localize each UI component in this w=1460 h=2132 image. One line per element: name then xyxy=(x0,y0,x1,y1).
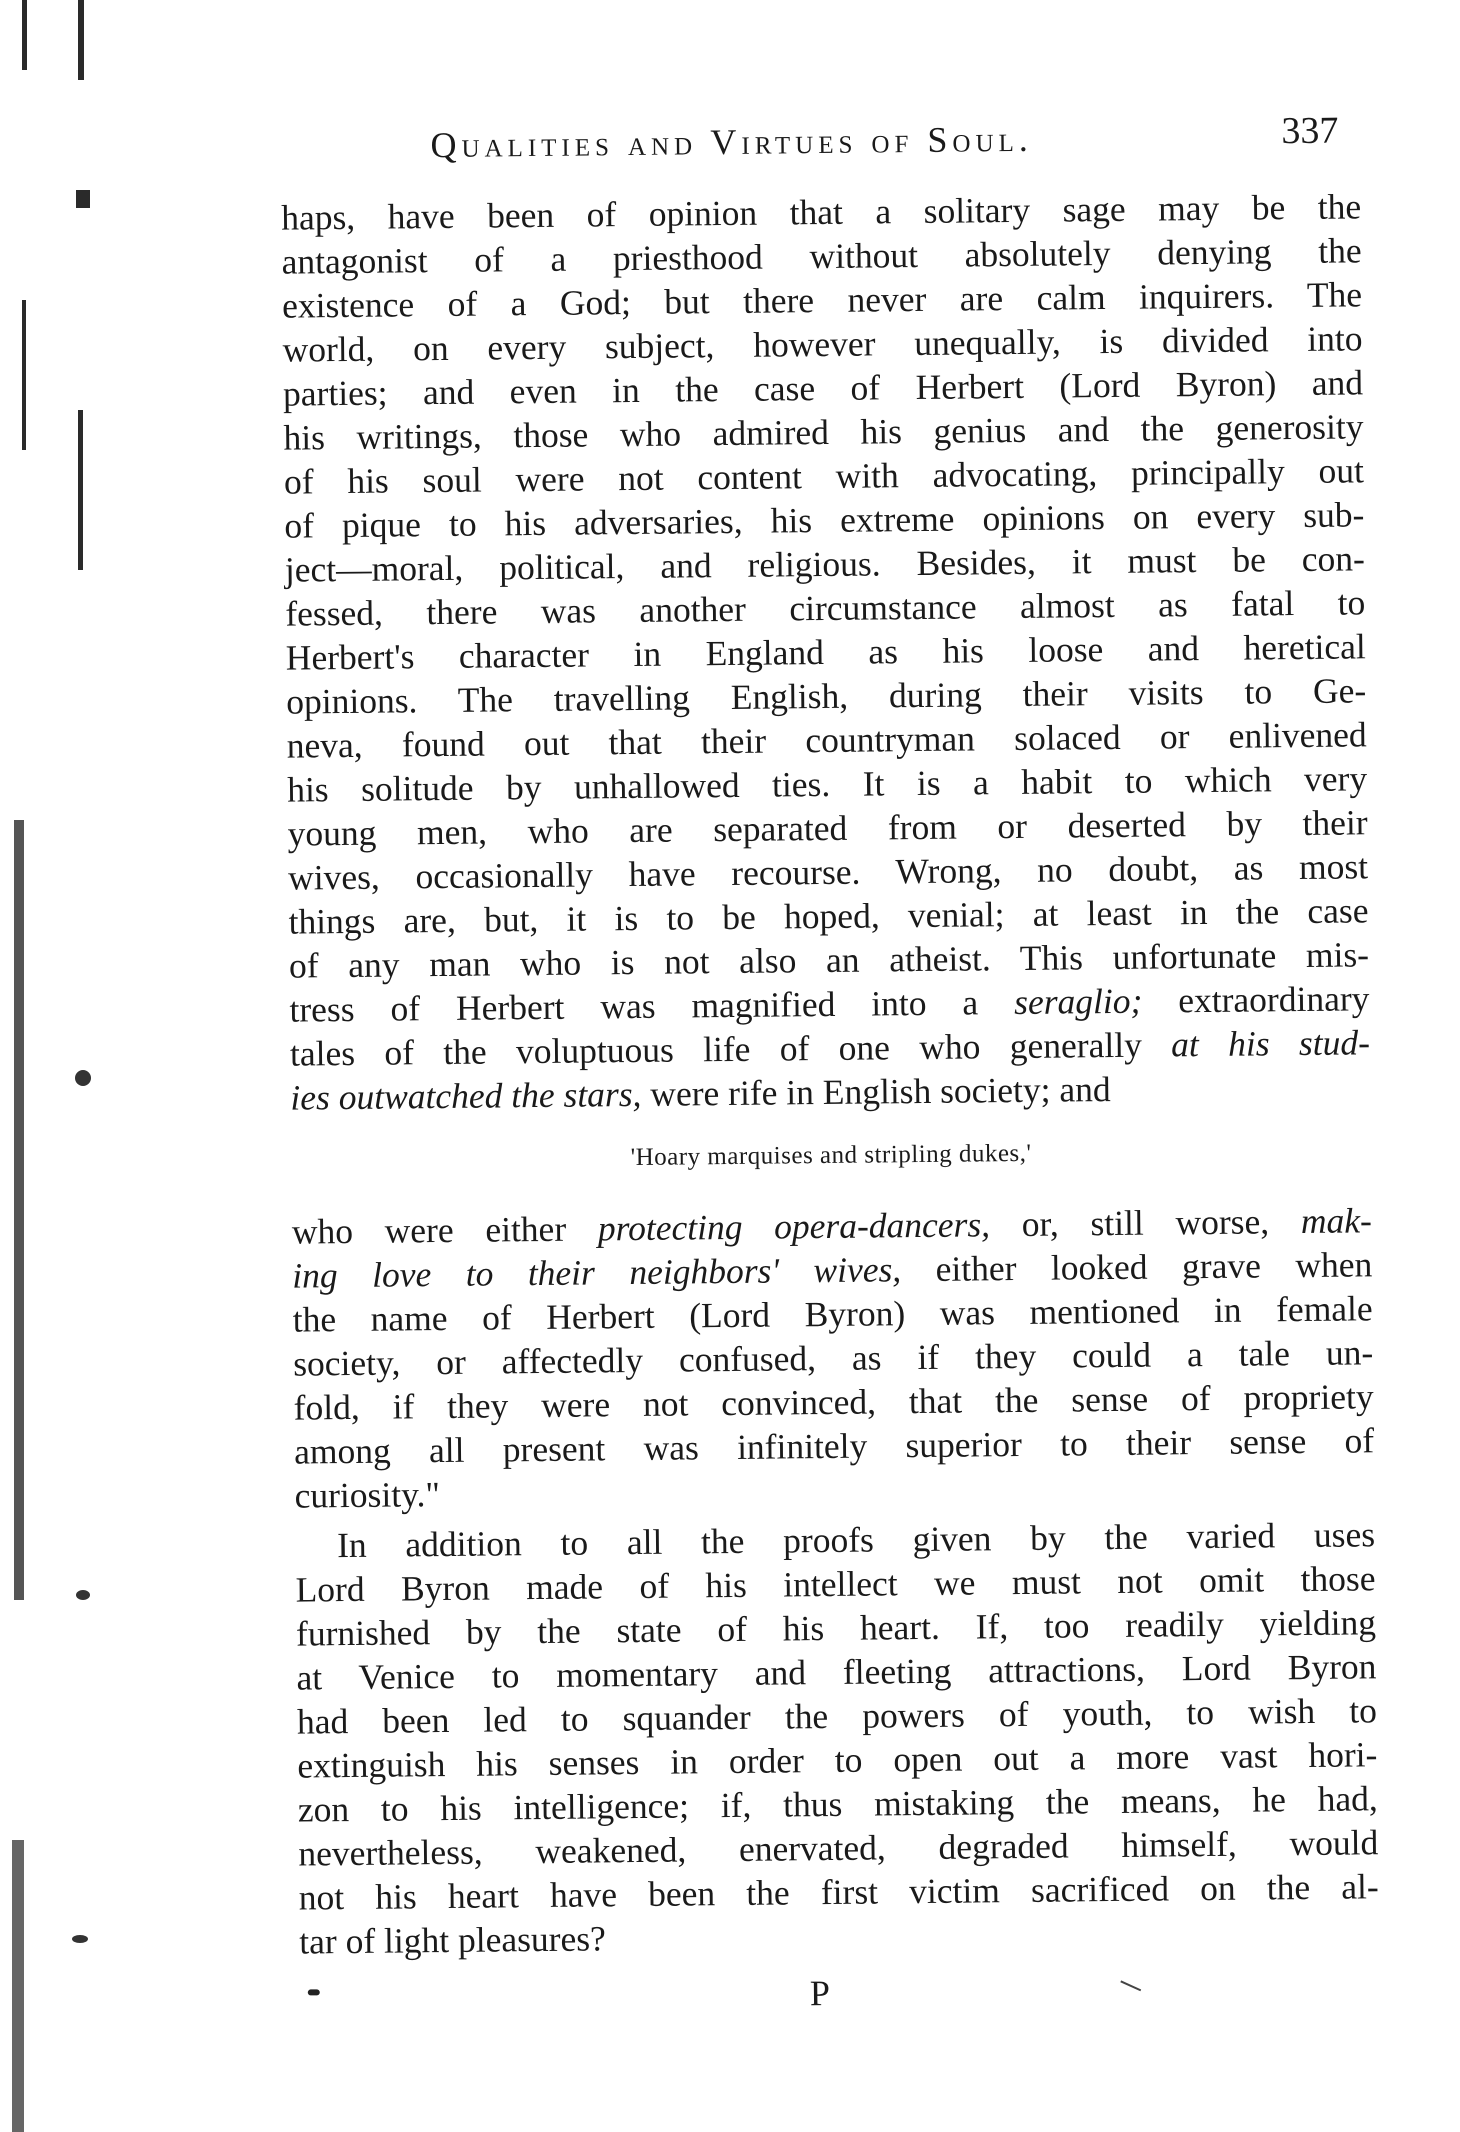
text-line: society, or affectedly confused, as if they could a tale un- xyxy=(292,1332,1374,1384)
text-line: neva, found out that their countryman solaced or enlivened xyxy=(286,714,1367,766)
text-line: his solitude by unhallowed ties. It is a habit to which very xyxy=(286,758,1368,810)
text-run: were rife in English society; and xyxy=(641,1069,1111,1114)
page-number: 337 xyxy=(1281,109,1339,153)
text-line: extinguish his senses in order to open out a more vast hori- xyxy=(297,1734,1378,1786)
text-line: furnished by the state of his heart. If, too readily yielding xyxy=(295,1602,1377,1654)
text-line: of any man who is not also an atheist. This unfortunate mis- xyxy=(288,934,1370,986)
text-line: wives, occasionally have recourse. Wrong, no doubt, as most xyxy=(287,846,1369,898)
text-line: Lord Byron made of his intellect we must not omit those xyxy=(295,1558,1376,1610)
binding-mark xyxy=(78,0,84,80)
binding-mark xyxy=(14,820,24,1600)
text-line: among all present was infinitely superior to their sense of xyxy=(293,1420,1375,1472)
text-line: nevertheless, weakened, enervated, degraded himself, would xyxy=(298,1822,1379,1874)
text-line: ject—moral, political, and religious. Besides, it must be con- xyxy=(284,538,1366,590)
text-line: haps, have been of opinion that a solitary sage may be the xyxy=(280,186,1362,238)
page-content xyxy=(280,94,1380,2041)
text-line: young men, who are separated from or deserted by their xyxy=(287,802,1368,854)
binding-mark xyxy=(22,0,27,70)
text-line: tar of light pleasures? xyxy=(299,1918,607,1962)
italic-run: ies outwatched the stars, xyxy=(290,1073,642,1118)
signature-row xyxy=(300,1960,1381,2041)
print-mark xyxy=(308,1989,320,1995)
paragraph-2 xyxy=(292,1198,1375,1517)
text-line: fold, if they were not convinced, that the sense of propriety xyxy=(293,1376,1374,1428)
text-line: zon to his intelligence; if, thus mistaking the means, he had, xyxy=(297,1778,1379,1830)
binding-mark xyxy=(22,300,26,450)
text-line: In addition to all the proofs given by the varied uses xyxy=(336,1514,1376,1566)
text-line: of his soul were not content with advocating, principally out xyxy=(283,450,1365,502)
text-run: or, still worse, xyxy=(989,1201,1302,1245)
text-line: parties; and even in the case of Herbert (Lord Byron) and xyxy=(282,362,1364,414)
text-line: world, on every subject, however unequally, is divided into xyxy=(282,318,1363,370)
text-line: at Venice to momentary and fleeting attractions, Lord Byron xyxy=(296,1646,1377,1698)
binding-mark xyxy=(12,1840,24,2132)
binding-mark xyxy=(76,190,90,208)
italic-run: protecting opera-dancers, xyxy=(597,1204,991,1249)
running-head xyxy=(280,94,1361,195)
binding-mark xyxy=(75,1070,91,1086)
text-run: tress of Herbert was magnified into a xyxy=(289,982,1015,1030)
text-run: tales of the voluptuous life of one who generally xyxy=(289,1024,1172,1074)
quotation: 'Hoary marquises and stripling dukes,' xyxy=(630,1139,1032,1172)
text-run: who were either xyxy=(291,1208,599,1252)
text-line: the name of Herbert (Lord Byron) was mentioned in female xyxy=(292,1288,1373,1340)
italic-run: ing love to their neighbors' wives, xyxy=(292,1249,902,1296)
running-title: Qualities and Virtues of Soul. xyxy=(430,118,1033,166)
italic-run: at his stud- xyxy=(1170,1022,1371,1065)
text-line: things are, but, it is to be hoped, venial; at least in the case xyxy=(288,890,1369,942)
text-line: not his heart have been the first victim sacrificed on the al- xyxy=(298,1866,1379,1918)
print-mark xyxy=(1120,1980,1141,1991)
signature-mark: P xyxy=(809,1973,831,2014)
text-line: Herbert's character in England as his loose and heretical xyxy=(285,626,1366,678)
text-line: his writings, those who admired his genius and the generosity xyxy=(283,406,1364,458)
text-run: extraordinary xyxy=(1142,978,1370,1021)
binding-mark xyxy=(78,410,83,570)
text-line: existence of a God; but there never are calm inquirers. The xyxy=(281,274,1363,326)
italic-run: seraglio; xyxy=(1013,980,1143,1023)
text-line: opinions. The travelling English, during their visits to Ge- xyxy=(286,670,1367,722)
text-run: either looked grave when xyxy=(900,1244,1373,1290)
binding-gutter xyxy=(0,0,100,2132)
text-line: had been led to squander the powers of youth, to wish to xyxy=(296,1690,1378,1742)
binding-mark xyxy=(76,1590,90,1600)
binding-mark xyxy=(72,1935,88,1943)
paragraph-1 xyxy=(281,184,1371,1119)
text-line: fessed, there was another circumstance almost as fatal to xyxy=(285,582,1366,634)
paragraph-3 xyxy=(295,1512,1380,1963)
text-line: curiosity." xyxy=(294,1474,441,1516)
text-line: of pique to his adversaries, his extreme opinions on every sub- xyxy=(284,494,1365,546)
italic-run: mak- xyxy=(1300,1200,1372,1242)
text-line: antagonist of a priesthood without absolutely denying the xyxy=(281,230,1362,282)
